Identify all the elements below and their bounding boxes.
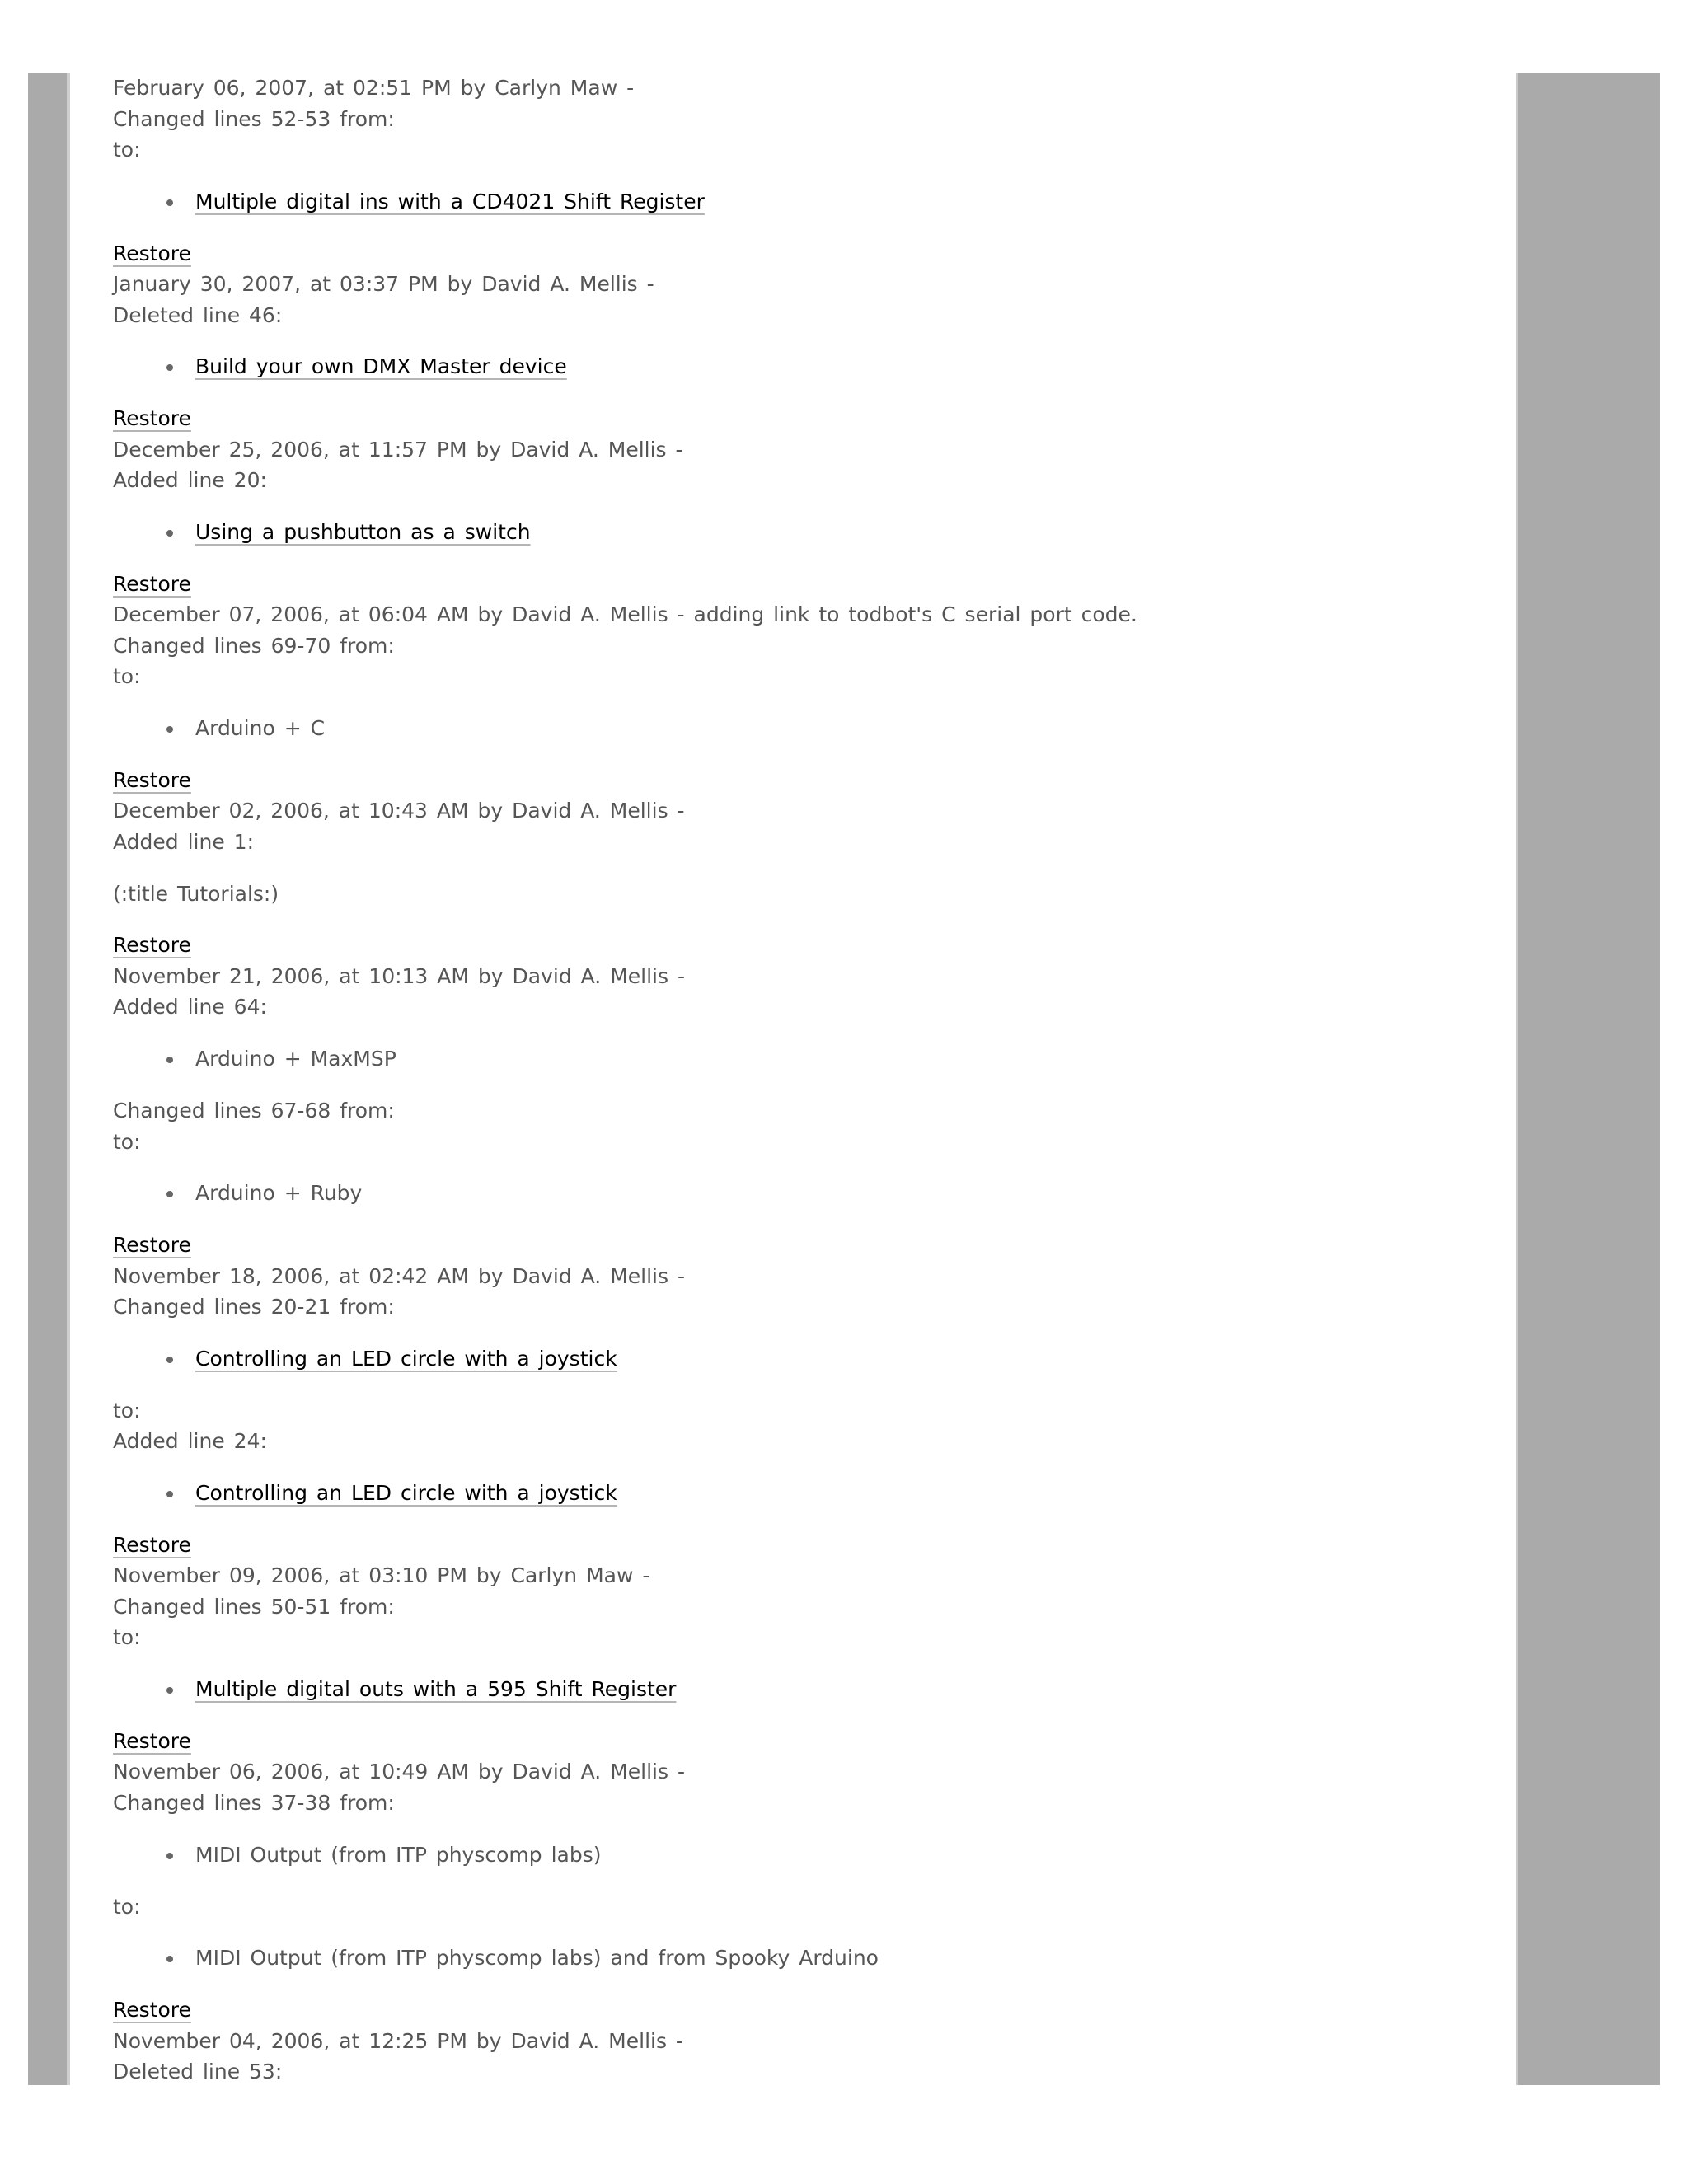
revision-entry [113, 434, 1506, 600]
revision-summary: December 25, 2006, at 11:57 PM by David A. Mellis - [113, 437, 683, 462]
bullet-icon [166, 1687, 173, 1694]
revision-entry [113, 269, 1506, 434]
diff-list [113, 351, 1506, 382]
diff-list [113, 1178, 1506, 1209]
diff-list-item [195, 1343, 1506, 1375]
bullet-icon [166, 1357, 173, 1363]
diff-link[interactable]: Controlling an LED circle with a joystick [195, 1346, 617, 1371]
restore-row [113, 1994, 1506, 2026]
revision-summary: December 07, 2006, at 06:04 AM by David A. Mellis - adding link to todbot's C serial port code. [113, 602, 1137, 627]
diff-type-label: to: [113, 1398, 141, 1422]
revision-entry [113, 2026, 1506, 2088]
restore-row [113, 1726, 1506, 1757]
revision-entry [113, 73, 1506, 269]
restore-link[interactable]: Restore [113, 1233, 191, 1258]
diff-list [113, 186, 1506, 218]
diff-link[interactable]: Multiple digital ins with a CD4021 Shift Register [195, 189, 705, 213]
bullet-icon [166, 364, 173, 371]
diff-type-label: Changed lines 67-68 from: [113, 1099, 395, 1123]
diff-text: Arduino + C [195, 716, 326, 741]
diff-type-label: to: [113, 1894, 141, 1919]
diff-list-item [195, 351, 1506, 382]
restore-row [113, 1530, 1506, 1561]
diff-list [113, 1943, 1506, 1974]
diff-type-label: Added line 64: [113, 995, 267, 1019]
diff-type-label: Changed lines 69-70 from: [113, 633, 395, 658]
diff-list [113, 1043, 1506, 1075]
diff-list-item [195, 1043, 1506, 1075]
diff-text: Arduino + MaxMSP [195, 1047, 396, 1071]
restore-link[interactable]: Restore [113, 406, 191, 431]
diff-type-label: Added line 20: [113, 468, 267, 493]
bullet-icon [166, 1057, 173, 1063]
diff-list-item [195, 1178, 1506, 1209]
restore-link[interactable]: Restore [113, 767, 191, 792]
page-history-list [113, 73, 1506, 2088]
restore-link[interactable]: Restore [113, 933, 191, 958]
diff-list-item [195, 713, 1506, 744]
revision-summary: February 06, 2007, at 02:51 PM by Carlyn Maw - [113, 76, 635, 100]
revision-summary: November 04, 2006, at 12:25 PM by David A. Mellis - [113, 2028, 683, 2053]
diff-type-label: Added line 24: [113, 1429, 267, 1454]
diff-list [113, 1674, 1506, 1705]
restore-link[interactable]: Restore [113, 1998, 191, 2022]
diff-type-label: to: [113, 1625, 141, 1650]
revision-summary: November 09, 2006, at 03:10 PM by Carlyn Maw - [113, 1563, 650, 1588]
restore-link[interactable]: Restore [113, 1728, 191, 1753]
bullet-icon [166, 726, 173, 733]
diff-list-item [195, 1478, 1506, 1509]
restore-row [113, 1230, 1506, 1261]
diff-list [113, 1840, 1506, 1871]
diff-link[interactable]: Build your own DMX Master device [195, 354, 567, 379]
diff-list-item [195, 517, 1506, 548]
revision-entry [113, 599, 1506, 795]
restore-link[interactable]: Restore [113, 1532, 191, 1557]
diff-list [113, 1343, 1506, 1375]
revision-entry [113, 1756, 1506, 2025]
restore-row [113, 403, 1506, 434]
restore-link[interactable]: Restore [113, 241, 191, 265]
revision-summary: December 02, 2006, at 10:43 AM by David A. Mellis - [113, 799, 685, 823]
diff-list [113, 713, 1506, 744]
diff-type-label: Deleted line 53: [113, 2060, 283, 2084]
right-sidebar [1516, 73, 1660, 2085]
revision-summary: November 21, 2006, at 10:13 AM by David A. Mellis - [113, 963, 685, 988]
diff-type-label: to: [113, 138, 141, 162]
diff-type-label: Added line 1: [113, 829, 254, 854]
diff-type-label: Deleted line 46: [113, 302, 283, 327]
diff-list-item [195, 1674, 1506, 1705]
revision-summary: November 18, 2006, at 02:42 AM by David A. Mellis - [113, 1263, 685, 1288]
diff-list-item [195, 1840, 1506, 1871]
bullet-icon [166, 530, 173, 537]
diff-list-item [195, 1943, 1506, 1974]
diff-text: MIDI Output (from ITP physcomp labs) [195, 1842, 602, 1867]
diff-text: MIDI Output (from ITP physcomp labs) and from Spooky Arduino [195, 1946, 879, 1971]
bullet-icon [166, 1491, 173, 1497]
bullet-icon [166, 199, 173, 206]
bullet-icon [166, 1191, 173, 1197]
diff-link[interactable]: Multiple digital outs with a 595 Shift Register [195, 1677, 677, 1702]
diff-text: Arduino + Ruby [195, 1181, 363, 1206]
restore-row [113, 930, 1506, 961]
revision-entry [113, 795, 1506, 961]
revision-entry [113, 1261, 1506, 1561]
diff-list [113, 517, 1506, 548]
restore-row [113, 569, 1506, 600]
revision-summary: November 06, 2006, at 10:49 AM by David A. Mellis - [113, 1760, 685, 1784]
restore-link[interactable]: Restore [113, 571, 191, 596]
diff-type-label: to: [113, 664, 141, 689]
restore-row [113, 765, 1506, 796]
diff-type-label: Changed lines 52-53 from: [113, 106, 395, 131]
left-sidebar [28, 73, 70, 2085]
diff-link[interactable]: Controlling an LED circle with a joystick [195, 1481, 617, 1506]
diff-list-item [195, 186, 1506, 218]
diff-paragraph: (:title Tutorials:) [113, 881, 279, 906]
diff-type-label: to: [113, 1129, 141, 1154]
revision-summary: January 30, 2007, at 03:37 PM by David A. Mellis - [113, 272, 654, 297]
revision-entry [113, 961, 1506, 1261]
diff-link[interactable]: Using a pushbutton as a switch [195, 519, 531, 544]
diff-type-label: Changed lines 50-51 from: [113, 1594, 395, 1619]
bullet-icon [166, 1853, 173, 1859]
revision-entry [113, 1560, 1506, 1756]
diff-type-label: Changed lines 37-38 from: [113, 1790, 395, 1815]
restore-row [113, 238, 1506, 269]
diff-type-label: Changed lines 20-21 from: [113, 1295, 395, 1319]
bullet-icon [166, 1956, 173, 1962]
diff-list [113, 1478, 1506, 1509]
